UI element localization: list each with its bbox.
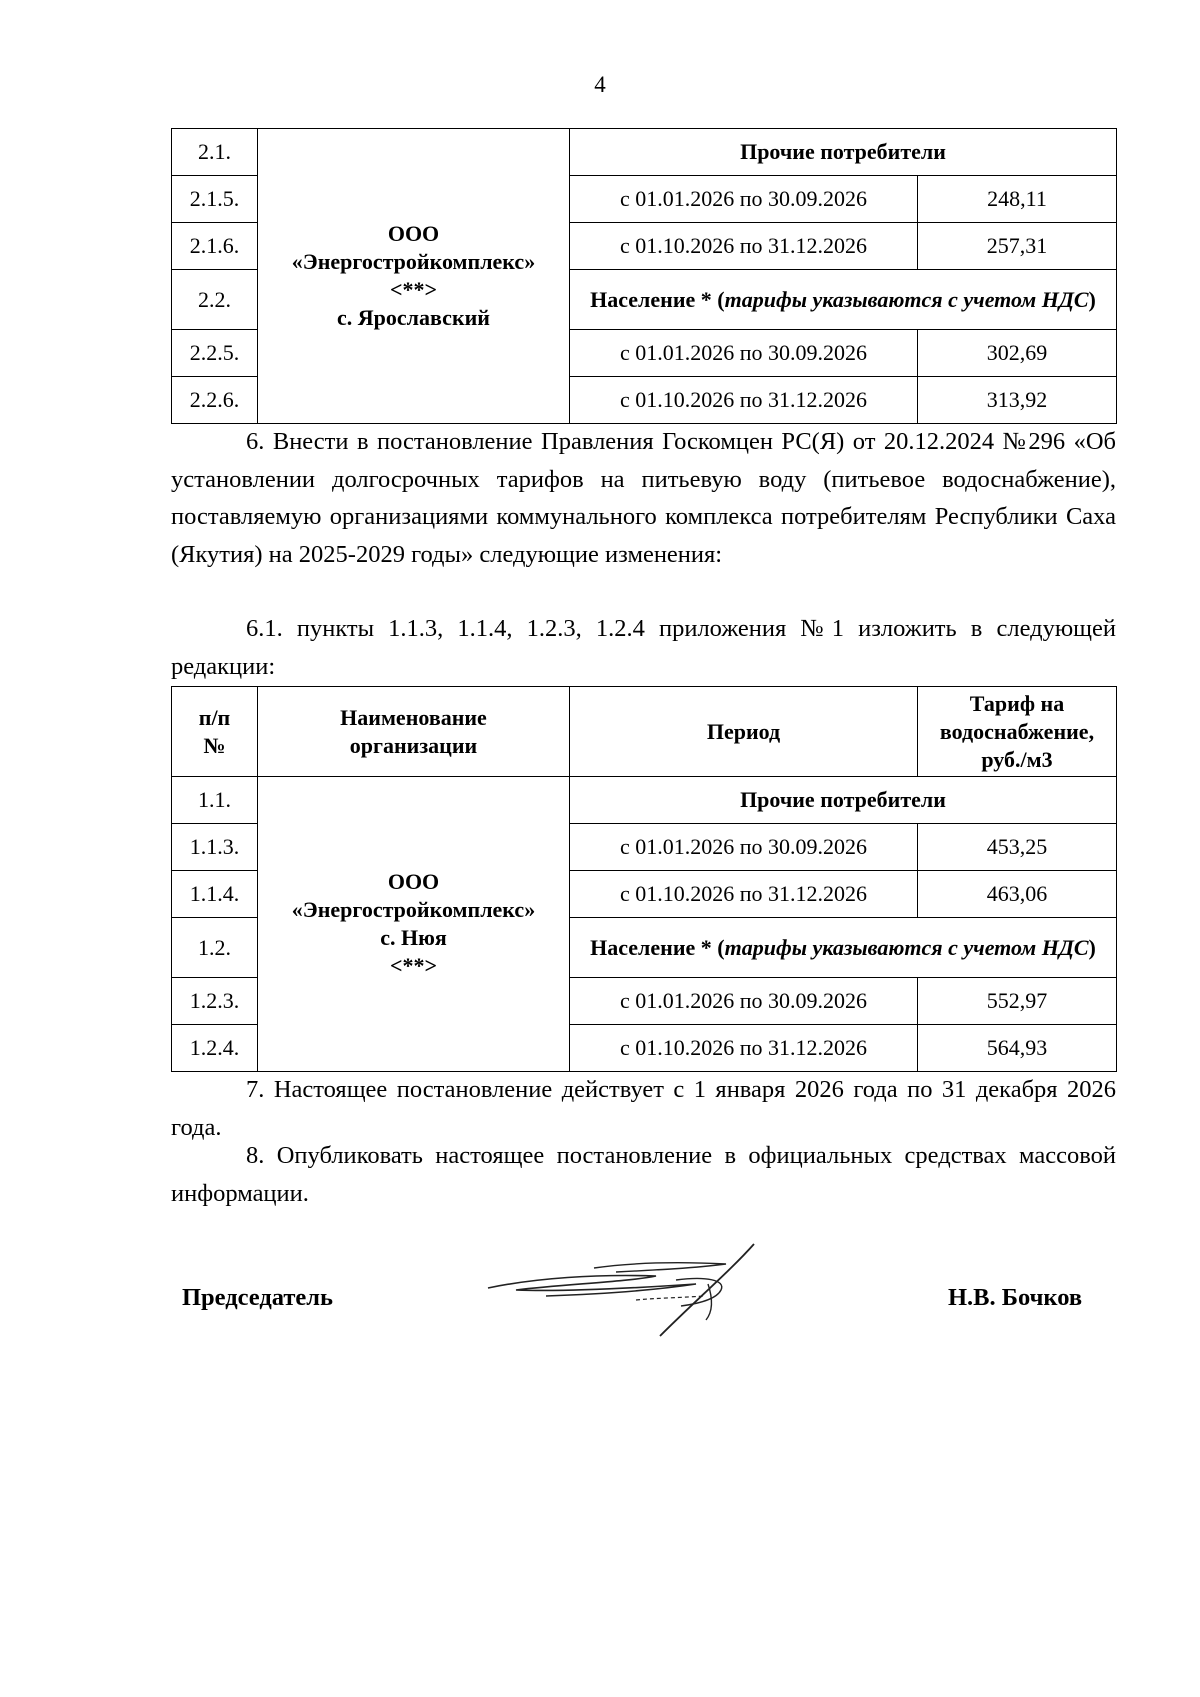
consumer-group: Прочие потребители bbox=[570, 777, 1117, 824]
header-num: п/п № bbox=[172, 687, 258, 777]
paragraph-6-1-text: 6.1. пункты 1.1.3, 1.1.4, 1.2.3, 1.2.4 приложения №1 изложить в следующей редакции: bbox=[171, 615, 1116, 680]
organization-line2: «Энергостройкомплекс» bbox=[291, 897, 536, 922]
tariff-table-nyuya bbox=[171, 686, 1117, 1072]
header-period: Период bbox=[570, 687, 918, 777]
row-number: 1.1. bbox=[172, 777, 258, 824]
row-number: 1.1.4. bbox=[172, 871, 258, 918]
paragraph-7-text: 7. Настоящее постановление действует с 1 января 2026 года по 31 декабря 2026 года. bbox=[171, 1076, 1116, 1141]
row-number: 2.2.5. bbox=[172, 330, 258, 377]
organization-line3: <**> bbox=[389, 277, 438, 302]
tariff-value: 257,31 bbox=[918, 223, 1117, 270]
consumer-group: Прочие потребители bbox=[570, 129, 1117, 176]
organization-line1: ООО bbox=[387, 869, 440, 894]
tariff-value: 552,97 bbox=[918, 978, 1117, 1025]
tariff-value: 313,92 bbox=[918, 377, 1117, 424]
vat-note: тарифы указываются с учетом НДС bbox=[724, 934, 1089, 960]
row-number: 2.1. bbox=[172, 129, 258, 176]
row-number: 1.2.4. bbox=[172, 1025, 258, 1072]
paragraph-7 bbox=[171, 1071, 1116, 1146]
tariff-value: 453,25 bbox=[918, 824, 1117, 871]
paragraph-6 bbox=[171, 423, 1116, 573]
row-number: 2.1.6. bbox=[172, 223, 258, 270]
paragraph-8-text: 8. Опубликовать настоящее постановление в официальных средствах массовой информации. bbox=[171, 1142, 1116, 1207]
period-cell: с 01.01.2026 по 30.09.2026 bbox=[570, 824, 918, 871]
period-cell: с 01.10.2026 по 31.12.2026 bbox=[570, 871, 918, 918]
paragraph-6-1 bbox=[171, 610, 1116, 685]
table-header-row bbox=[172, 687, 1117, 777]
period-cell: с 01.01.2026 по 30.09.2026 bbox=[570, 978, 918, 1025]
row-number: 2.2.6. bbox=[172, 377, 258, 424]
tariff-table-yaroslavsky bbox=[171, 128, 1117, 424]
organization-line4: с. Ярославский bbox=[337, 305, 490, 330]
row-number: 1.1.3. bbox=[172, 824, 258, 871]
period-cell: с 01.10.2026 по 31.12.2026 bbox=[570, 1025, 918, 1072]
period-cell: с 01.10.2026 по 31.12.2026 bbox=[570, 223, 918, 270]
row-number: 2.1.5. bbox=[172, 176, 258, 223]
period-cell: с 01.01.2026 по 30.09.2026 bbox=[570, 330, 918, 377]
organization-line1: ООО bbox=[387, 221, 440, 246]
tariff-value: 302,69 bbox=[918, 330, 1117, 377]
organization-line4: <**> bbox=[389, 953, 438, 978]
header-tariff: Тариф на водоснабжение, руб./м3 bbox=[918, 687, 1117, 777]
row-number: 1.2. bbox=[172, 918, 258, 978]
table-row bbox=[172, 129, 1117, 176]
row-number: 2.2. bbox=[172, 270, 258, 330]
tariff-value: 564,93 bbox=[918, 1025, 1117, 1072]
tariff-value: 248,11 bbox=[918, 176, 1117, 223]
organization-line3: с. Нюя bbox=[380, 925, 447, 950]
page-number: 4 bbox=[594, 72, 606, 97]
tariff-value: 463,06 bbox=[918, 871, 1117, 918]
handwritten-signature bbox=[476, 1240, 776, 1340]
paragraph-8 bbox=[171, 1137, 1116, 1212]
consumer-group: Население * (тарифы указываются с учетом НДС) bbox=[570, 918, 1117, 978]
signatory-name: Н.В. Бочков bbox=[948, 1284, 1083, 1311]
period-cell: с 01.10.2026 по 31.12.2026 bbox=[570, 377, 918, 424]
organization-line2: «Энергостройкомплекс» bbox=[291, 249, 536, 274]
consumer-group: Население * (тарифы указываются с учетом НДС) bbox=[570, 270, 1117, 330]
organization-cell bbox=[258, 777, 570, 1072]
paragraph-6-text: 6. Внести в постановление Правления Госкомцен РС(Я) от 20.12.2024 №296 «Об установлении долгосрочных тарифов на питьевую воду (питьевое водоснабжение), поставляемую организациями коммунального комплекса потребителям Республики Саха (Якутия) на 2025-2029 годы» следующие изменения: bbox=[171, 428, 1116, 568]
organization-cell bbox=[258, 129, 570, 424]
period-cell: с 01.01.2026 по 30.09.2026 bbox=[570, 176, 918, 223]
row-number: 1.2.3. bbox=[172, 978, 258, 1025]
signatory-title: Председатель bbox=[182, 1284, 333, 1311]
table-row bbox=[172, 777, 1117, 824]
vat-note: тарифы указываются с учетом НДС bbox=[724, 286, 1089, 312]
header-organization: Наименование организации bbox=[258, 687, 570, 777]
